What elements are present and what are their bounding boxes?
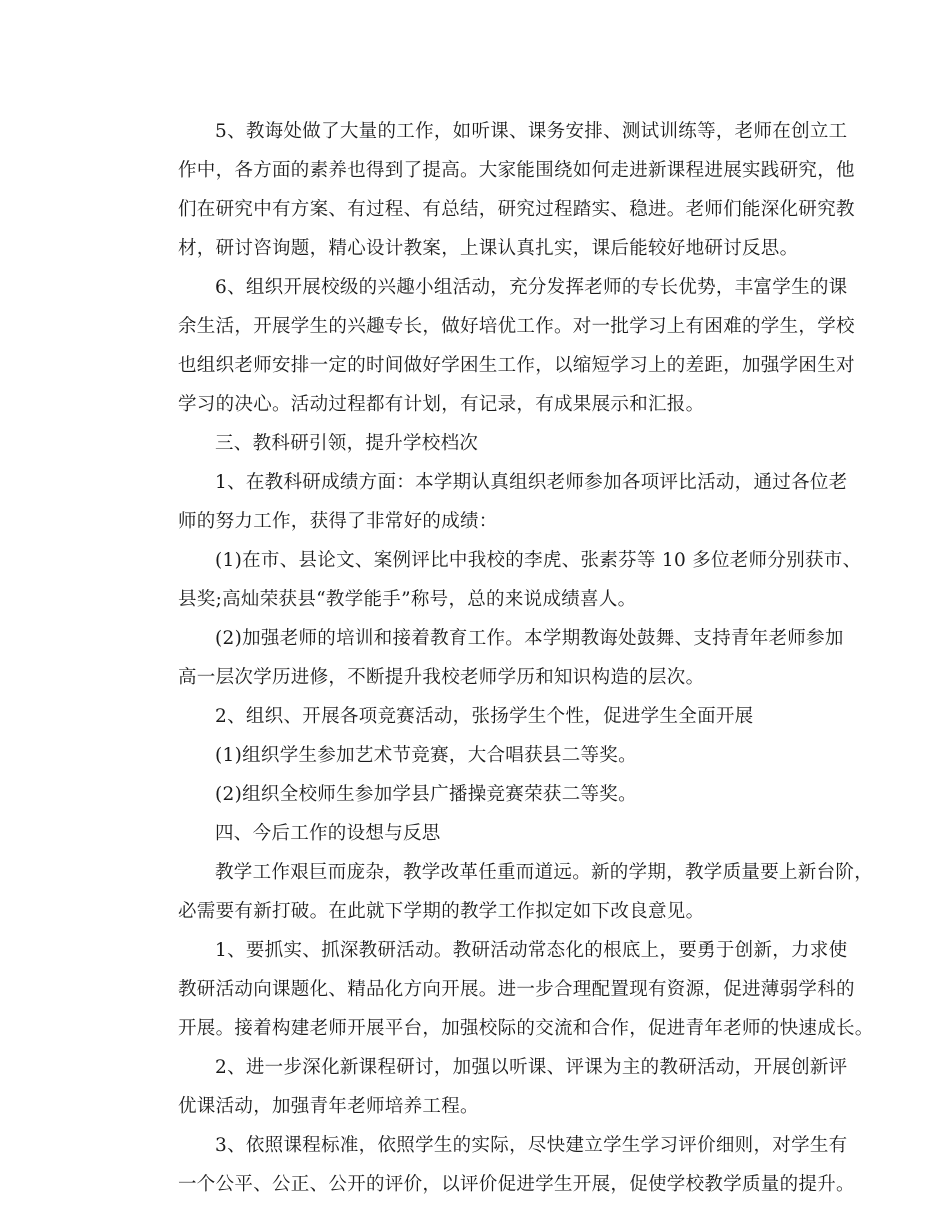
paragraph-research-1-1 [141, 541, 862, 619]
document-body [141, 112, 874, 1204]
text-line: 1、在教科研成绩方面：本学期认真组织老师参加各项评比活动，通过各位老 [215, 472, 848, 493]
text-line: 高一层次学历进修，不断提升我校老师学历和知识构造的层次。 [178, 667, 705, 688]
text-line: 们在研究中有方案、有过程、有总结，研究过程踏实、稳进。老师们能深化研究教 [178, 199, 855, 220]
text-line: 作中，各方面的素养也得到了提高。大家能围绕如何走进新课程进展实践研究，他 [178, 160, 855, 181]
text-line: 材，研讨咨询题，精心设计教案，上课认真扎实，课后能较好地研讨反思。 [178, 238, 799, 259]
text-line: 5、教诲处做了大量的工作，如听课、课务安排、测试训练等，老师在创立工 [215, 121, 848, 142]
paragraph-outlook-1 [141, 931, 874, 1048]
text-line: 3、依照课程标准，依照学生的实际，尽快建立学生学习评价细则，对学生有 [215, 1135, 848, 1156]
text-line: 优课活动，加强青年老师培养工程。 [178, 1096, 479, 1117]
text-line: 余生活，开展学生的兴趣专长，做好培优工作。对一批学习上有困难的学生，学校 [178, 316, 855, 337]
text-line: 师的努力工作，获得了非常好的成绩： [178, 511, 498, 532]
text-line: 县奖;高灿荣获县“教学能手”称号，总的来说成绩喜人。 [178, 589, 637, 610]
heading-text: 三、教科研引领，提升学校档次 [215, 433, 479, 454]
text-line: 2、进一步深化新课程研讨，加强以听课、评课为主的教研活动，开展创新评 [215, 1057, 848, 1078]
text-line: 2、组织、开展各项竞赛活动，张扬学生个性，促进学生全面开展 [215, 706, 754, 727]
paragraph-outlook-intro [141, 853, 874, 931]
paragraph-outlook-2 [141, 1048, 848, 1126]
paragraph-research-2 [141, 697, 821, 736]
paragraph-research-1-2 [141, 619, 844, 697]
paragraph-outlook-3 [141, 1126, 855, 1204]
text-line: 也组织老师安排一定的时间做好学困生工作，以缩短学习上的差距，加强学困生对 [178, 355, 855, 376]
text-line: 教研活动向课题化、精品化方向开展。进一步合理配置现有资源，促进薄弱学科的 [178, 979, 855, 1000]
text-line: 学习的决心。活动过程都有计划，有记录，有成果展示和汇报。 [178, 394, 705, 415]
text-line: 必需要有新打破。在此就下学期的教学工作拟定如下改良意见。 [178, 901, 705, 922]
paragraph-6 [141, 268, 855, 424]
text-line: (2)组织全校师生参加学县广播操竞赛荣获二等奖。 [215, 784, 637, 805]
text-line: 开展。接着构建老师开展平台，加强校际的交流和合作，促进青年老师的快速成长。 [178, 1018, 874, 1039]
paragraph-research-1 [141, 463, 848, 541]
section-heading-3 [141, 424, 821, 463]
text-line: 1、要抓实、抓深教研活动。教研活动常态化的根底上，要勇于创新，力求使 [215, 940, 848, 961]
text-line: (1)组织学生参加艺术节竞赛，大合唱获县二等奖。 [215, 745, 637, 766]
text-line: 一个公平、公正、公开的评价，以评价促进学生开展，促使学校教学质量的提升。 [178, 1174, 855, 1195]
paragraph-research-2-2 [141, 775, 821, 814]
section-heading-4 [141, 814, 821, 853]
text-line: 6、组织开展校级的兴趣小组活动，充分发挥老师的专长优势，丰富学生的课 [215, 277, 848, 298]
text-line: 教学工作艰巨而庞杂，教学改革任重而道远。新的学期，教学质量要上新台阶， [215, 862, 874, 883]
paragraph-5 [141, 112, 855, 268]
paragraph-research-2-1 [141, 736, 821, 775]
heading-text: 四、今后工作的设想与反思 [215, 823, 441, 844]
text-line: (1)在市、县论文、案例评比中我校的李虎、张素芬等 10 多位老师分别获市、 [215, 550, 862, 571]
text-line: (2)加强老师的培训和接着教育工作。本学期教诲处鼓舞、支持青年老师参加 [215, 628, 844, 649]
